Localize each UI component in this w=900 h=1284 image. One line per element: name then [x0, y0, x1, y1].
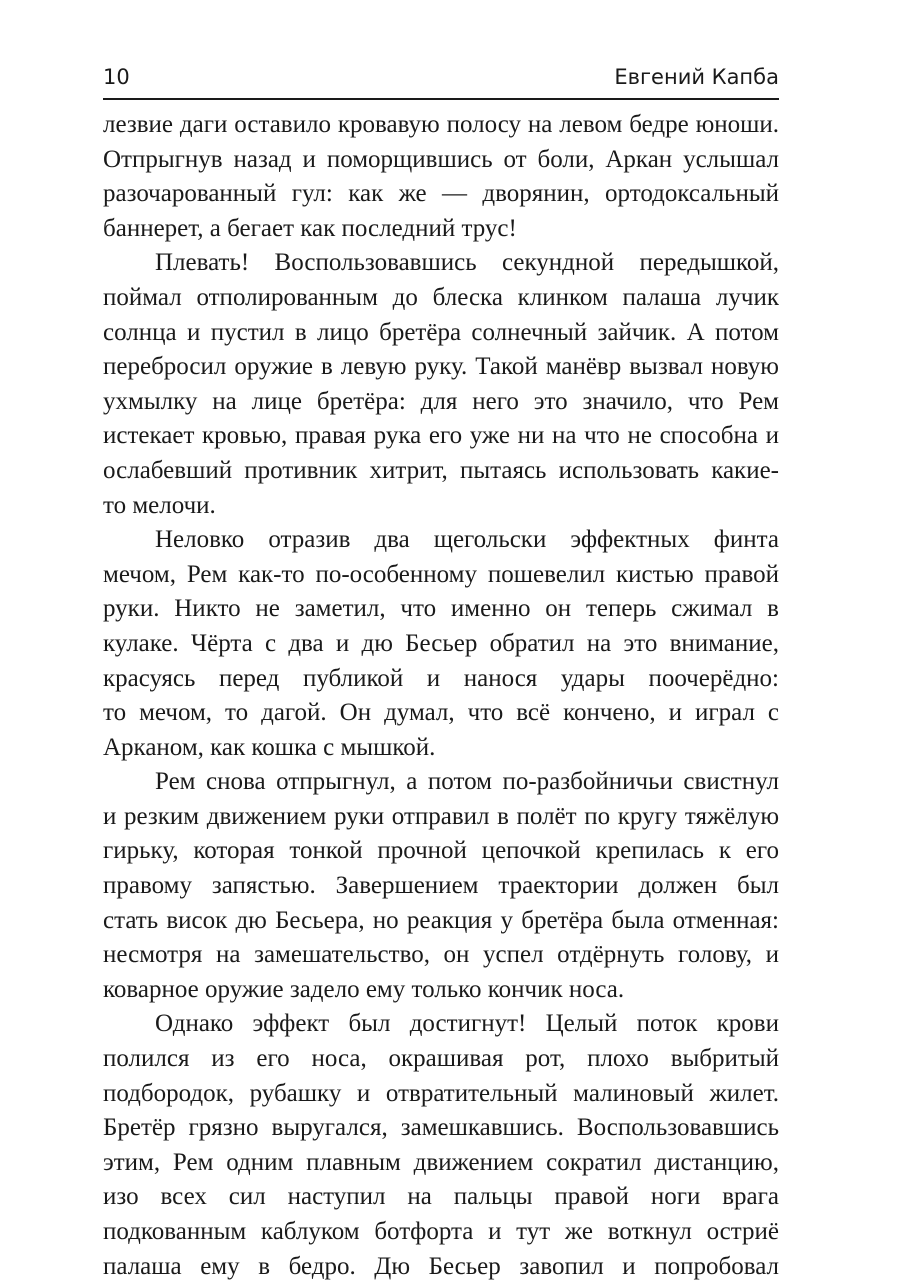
- text-line: то мечом, то дагой. Он думал, что всё кончено, и играл с: [103, 699, 779, 727]
- text-line: подкованным каблуком ботфорта и тут же воткнул остриё: [103, 1218, 779, 1245]
- text-line: этим, Рем одним плавным движением сократил дистанцию,: [103, 1148, 779, 1176]
- text-line: мечом, Рем как-то по-особенному пошевелил кистью правой: [103, 560, 779, 588]
- text-line: ухмылку на лице бретёра: для него это значило, что Рем: [103, 387, 779, 415]
- text-line: красуясь перед публикой и нанося удары поочерёдно:: [103, 664, 779, 692]
- author-name: Евгений Капба: [614, 65, 779, 89]
- text-line: изо всех сил наступил на пальцы правой ноги врага: [103, 1183, 779, 1211]
- text-line: солнца и пустил в лицо бретёра солнечный зайчик. А потом: [103, 318, 779, 346]
- paragraph: [103, 108, 779, 246]
- text-line: разочарованный гул: как же — дворянин, ортодоксальный: [103, 180, 779, 208]
- text-line: стать висок дю Бесьера, но реакция у бретёра была отменная:: [103, 906, 779, 934]
- paragraph: [103, 1007, 779, 1284]
- text-line: полился из его носа, окрашивая рот, плохо выбритый: [103, 1045, 779, 1073]
- running-head: [103, 62, 779, 92]
- text-line: подбородок, рубашку и отвратительный малиновый жилет.: [103, 1079, 779, 1107]
- text-line: поймал отполированным до блеска клинком палаша лучик: [103, 283, 779, 311]
- text-line: то мелочи.: [103, 491, 216, 519]
- text-line: Неловко отразив два щегольски эффектных финта: [155, 526, 779, 554]
- text-line: перебросил оружие в левую руку. Такой манёвр вызвал новую: [103, 353, 779, 381]
- text-line: и резким движением руки отправил в полёт по кругу тяжёлую: [103, 802, 779, 830]
- text-line: гирьку, которая тонкой прочной цепочкой крепилась к его: [103, 837, 779, 865]
- text-line: правому запястью. Завершением траектории должен был: [103, 872, 779, 900]
- text-line: истекает кровью, правая рука его уже ни на что не способна и: [103, 422, 779, 450]
- text-line: несмотря на замешательство, он успел отдёрнуть голову, и: [103, 941, 779, 969]
- paragraph: [103, 246, 779, 523]
- text-line: кулаке. Чёрта с два и дю Бесьер обратил на это внимание,: [103, 629, 779, 657]
- header-rule: [103, 98, 779, 100]
- text-line: Плевать! Воспользовавшись секундной передышкой,: [155, 249, 779, 277]
- text-line: баннерет, а бегает как последний трус!: [103, 214, 517, 242]
- body-text: [103, 108, 779, 1284]
- text-line: руки. Никто не заметил, что именно он теперь сжимал в: [103, 595, 779, 623]
- text-line: Бретёр грязно выругался, замешкавшись. Воспользовавшись: [103, 1114, 779, 1142]
- text-line: Арканом, как кошка с мышкой.: [103, 733, 436, 761]
- text-line: Рем снова отпрыгнул, а потом по-разбойничьи свистнул: [155, 768, 779, 796]
- paragraph: [103, 765, 779, 1007]
- text-line: лезвие даги оставило кровавую полосу на левом бедре юноши.: [103, 111, 779, 138]
- text-line: палаша ему в бедро. Дю Бесьер завопил и попробовал: [103, 1252, 779, 1280]
- text-line: Однако эффект был достигнут! Целый поток крови: [155, 1010, 779, 1038]
- page-number: 10: [103, 65, 130, 89]
- paragraph: [103, 523, 779, 765]
- text-line: коварное оружие задело ему только кончик носа.: [103, 975, 625, 1003]
- text-line: ослабевший противник хитрит, пытаясь использовать какие-: [103, 456, 779, 484]
- text-line: Отпрыгнув назад и поморщившись от боли, Аркан услышал: [103, 145, 779, 173]
